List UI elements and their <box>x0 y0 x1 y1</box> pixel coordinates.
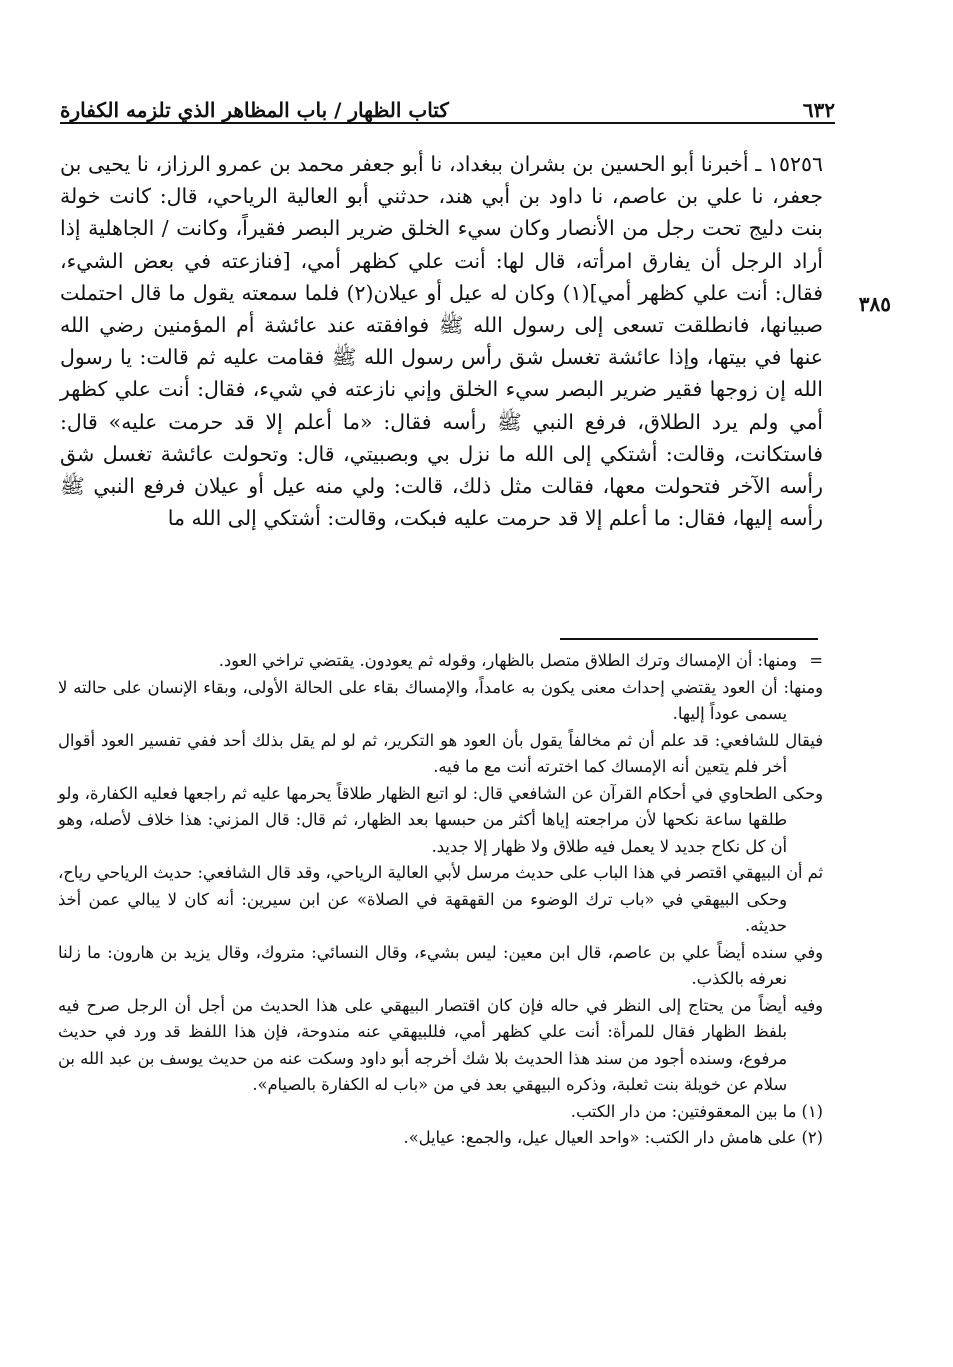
commentary-notes <box>58 648 823 1152</box>
commentary-paragraph: وحكى الطحاوي في أحكام القرآن عن الشافعي قال: لو اتبع الظهار طلاقاً يحرمها عليه ثم راجعها فعليه الكفارة، ولو طلقها ساعة نكحها لأن مراجعته إياها أكثر من حبسها بعد الظهار، ثم قال: قال المزني: هذا خلاف لأصله، وهو أن كل نكاح جديد لا يعمل فيه طلاق ولا ظهار إلا جديد. <box>58 783 823 856</box>
commentary-paragraph: فيقال للشافعي: قد علم أن ثم مخالفاً يقول بأن العود هو التكرير، ثم لو لم يقل بذلك أحد ففي تفسير العود أقوال أخر فلم يتعين أنه الإمساك كما اخترته أنت مع ما فيه. <box>58 730 823 776</box>
hadith-paragraph: ١٥٢٥٦ ـ أخبرنا أبو الحسين بن بشران ببغداد، نا أبو جعفر محمد بن عمرو الرزاز، نا يحيى بن جعفر، نا علي بن عاصم، نا داود بن أبي هند، حدثني أبو العالية الرياحي، قال: كانت خولة بنت دليج تحت رجل من الأنصار وكان سيء الخلق ضرير البصر فقيراً، وكانت / الجاهلية إذا أراد الرجل أن يفارق امرأته، قال لها: أنت علي كظهر أمي، [فنازعته في بعض الشيء، فقال: أنت علي كظهر أمي](١) وكان له عيل أو عيلان(٢) فلما سمعته يقول ما قال احتملت صبيانها، فانطلقت تسعى إلى رسول الله ﷺ فوافقته عند عائشة أم المؤمنين رضي الله عنها في بيتها، وإذا عائشة تغسل شق رأس رسول الله ﷺ فقامت عليه ثم قالت: يا رسول الله إن زوجها فقير ضرير البصر سيء الخلق وإني نازعته في شيء، فقال: أنت علي كظهر أمي ولم يرد الطلاق، فرفع النبي ﷺ رأسه فقال: «ما أعلم إلا قد حرمت عليه» قال: فاستكانت، وقالت: أشتكي إلى الله ما نزل بي وبصبيتي، قال: وتحولت عائشة تغسل شق رأسه الآخر فتحولت معها، فقالت مثل ذلك، قالت: ولي منه عيل أو عيلان فرفع النبي ﷺ رأسه إليها، فقال: ما أعلم إلا قد حرمت عليه فبكت، وقالت: أشتكي إلى الله ما <box>60 152 823 531</box>
page-number: ٦٣٢ <box>802 98 835 122</box>
commentary-paragraph: وفيه أيضاً من يحتاج إلى النظر في حاله فإن كان اقتصار البيهقي على هذا الحديث من أجل أن الرجل صرح فيه بلفظ الظهار فقال للمرأة: أنت علي كظهر أمي، فللبيهقي عنه مندوحة، فإن هذا اللفظ قد ورد في حديث مرفوع، وسنده أجود من سند هذا الحديث بلا شك أخرجه أبو داود وسكت عنه من حديث يوسف بن عبد الله بن سلام عن خويلة بنت ثعلبة، وذكره البيهقي بعد في من «باب له الكفارة بالصيام». <box>58 995 823 1094</box>
commentary-paragraph: ثم أن البيهقي اقتصر في هذا الباب على حديث مرسل لأبي العالية الرياحي، وقد قال الشافعي: حديث الرياحي رياح، وحكى البيهقي في «باب ترك الوضوء من القهقهة في الصلاة» عن ابن سيرين: أنه كان لا يبالي عمن أخذ حديثه. <box>58 863 823 935</box>
footnote-separator <box>560 638 818 640</box>
margin-page-number: ٣٨٥ <box>858 292 891 316</box>
commentary-paragraph: ومنها: أن العود يقتضي إحداث معنى يكون به عامداً، والإمساك بقاء على الحالة الأولى، وبقاء الإنسان على حالته لا يسمى عوداً إليها. <box>58 677 823 723</box>
page-header <box>60 86 835 124</box>
commentary-paragraph: وفي سنده أيضاً علي بن عاصم، قال ابن معين: ليس بشيء، وقال النسائي: متروك، وقال يزيد بن هارون: ما زلنا نعرفه بالكذب. <box>58 942 823 988</box>
footnote-1: (١) ما بين المعقوفتين: من دار الكتب. <box>570 1101 823 1121</box>
main-text <box>60 148 823 534</box>
running-title: كتاب الظهار / باب المظاهر الذي تلزمه الكفارة <box>60 98 449 122</box>
commentary-text: ومنها: أن الإمساك وترك الطلاق متصل بالظهار، وقوله ثم يعودون. يقتضي تراخي العود. <box>218 651 797 670</box>
continuation-marker: = <box>809 651 823 670</box>
commentary-paragraph <box>58 648 823 675</box>
footnote-2: (٢) على هامش دار الكتب: «واحد العيال عيل، والجمع: عيايل». <box>403 1128 823 1147</box>
